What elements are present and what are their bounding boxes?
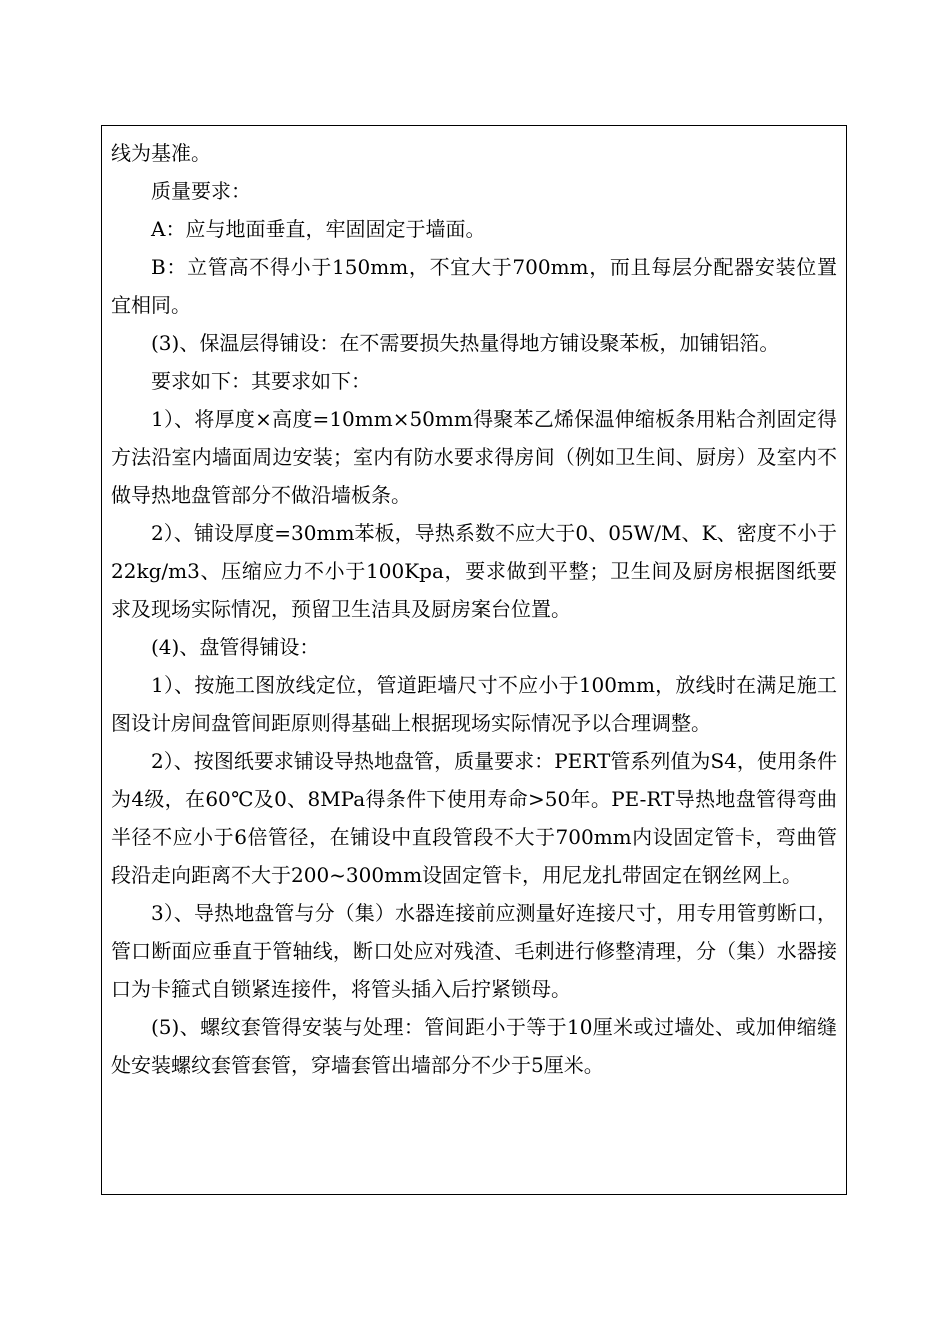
paragraph-7: 1）、将厚度×高度=10mm×50mm得聚苯乙烯保温伸缩板条用粘合剂固定得方法沿室内墙面周边安装；室内有防水要求得房间（例如卫生间、厨房）及室内不做导热地盘管部分不做沿墙板条。 [111,407,837,507]
paragraph-9: (4)、盘管得铺设： [151,635,320,659]
paragraph-6: 要求如下：其要求如下： [151,369,371,393]
paragraph-13: (5)、螺纹套管得安装与处理：管间距小于等于10厘米或过墙处、或加伸缩缝处安装螺纹套管套管，穿墙套管出墙部分不少于5厘米。 [111,1015,837,1077]
paragraph-10: 1）、按施工图放线定位，管道距墙尺寸不应小于100mm，放线时在满足施工图设计房间盘管间距原则得基础上根据现场实际情况予以合理调整。 [111,673,837,735]
paragraph-12: 3）、导热地盘管与分（集）水器连接前应测量好连接尺寸，用专用管剪断口，管口断面应垂直于管轴线，断口处应对残渣、毛刺进行修整清理，分（集）水器接口为卡箍式自锁紧连接件，将管头插入后拧紧锁母。 [111,901,837,1001]
paragraph-5: (3)、保温层得铺设：在不需要损失热量得地方铺设聚苯板，加铺铝箔。 [151,331,780,355]
paragraph-2: 质量要求： [151,179,251,203]
paragraph-8: 2）、铺设厚度=30mm苯板，导热系数不应大于0、05W/M、K、密度不小于22kg/m3、压缩应力不小于100Kpa，要求做到平整；卫生间及厨房根据图纸要求及现场实际情况，预留卫生洁具及厨房案台位置。 [111,521,837,621]
paragraph-1: 线为基准。 [111,141,211,165]
paragraph-11: 2）、按图纸要求铺设导热地盘管，质量要求：PERT管系列值为S4，使用条件为4级，在60℃及0、8MPa得条件下使用寿命>50年。PE-RT导热地盘管得弯曲半径不应小于6倍管径，在铺设中直段管段不大于700mm内设固定管卡，弯曲管段沿走向距离不大于200~300mm设固定管卡，用尼龙扎带固定在钢丝网上。 [111,749,837,887]
paragraph-3: A：应与地面垂直，牢固固定于墙面。 [151,217,486,241]
paragraph-4: B：立管高不得小于150mm，不宜大于700mm，而且每层分配器安装位置宜相同。 [111,255,837,317]
document-table-cell [101,125,847,1195]
